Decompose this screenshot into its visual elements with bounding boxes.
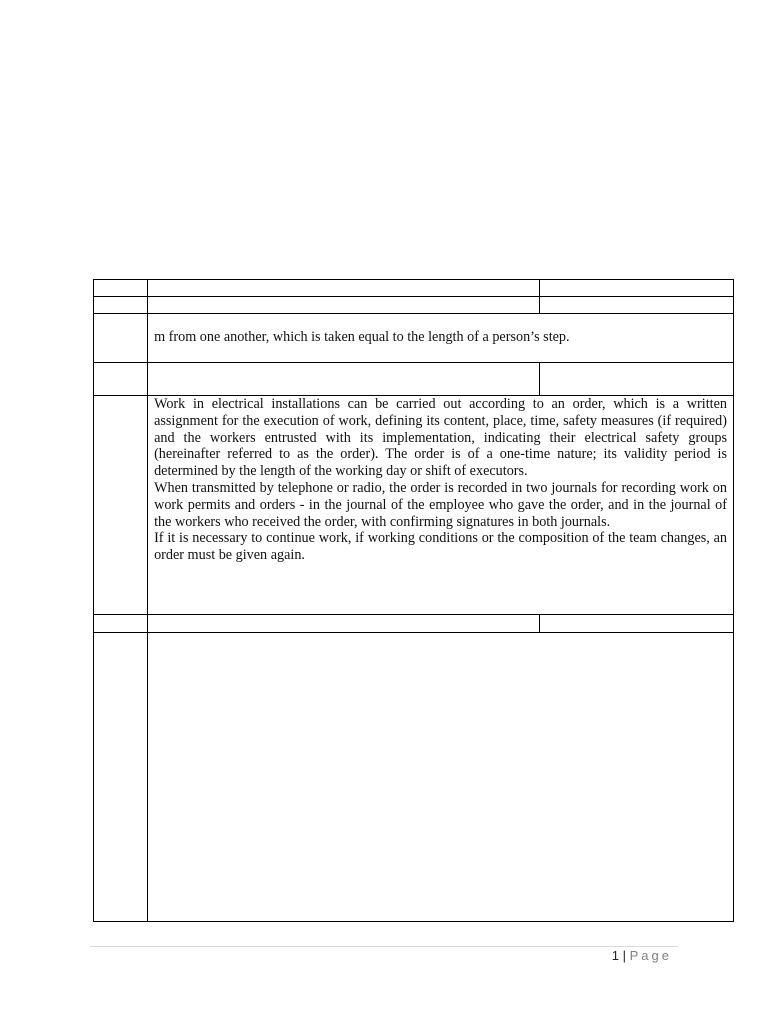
order-paragraph: Work in electrical installations can be carried out according to an order, which is a written assignment for the execution of work, defining its content, place, time, safety measures (if required) and the workers entrusted with its implementation, indicating their electrical safety groups (hereinafter referred to as the order). The order is of a one-time nature; its validity period is determined by the length of the working day or shift of executors. xyxy=(154,396,727,480)
table-row xyxy=(94,615,734,633)
table-cell xyxy=(94,314,148,363)
footer-separator: | xyxy=(622,948,626,963)
table-row xyxy=(94,314,734,363)
page-number: 1 xyxy=(611,948,619,963)
table-cell xyxy=(148,363,540,396)
table-row xyxy=(94,396,734,615)
page-footer xyxy=(0,948,672,963)
step-distance-text: m from one another, which is taken equal to the length of a person’s step. xyxy=(148,314,734,363)
table-cell xyxy=(539,297,733,314)
table-cell xyxy=(94,363,148,396)
table-cell xyxy=(539,280,733,297)
table-row xyxy=(94,363,734,396)
table-row xyxy=(94,297,734,314)
table-cell xyxy=(94,280,148,297)
table-row xyxy=(94,633,734,922)
order-paragraph: If it is necessary to continue work, if working conditions or the composition of the team changes, an order must be given again. xyxy=(154,530,727,564)
table-cell xyxy=(148,615,540,633)
order-description-cell xyxy=(148,396,734,615)
document-table xyxy=(93,279,734,922)
table-cell xyxy=(148,280,540,297)
table-cell xyxy=(539,615,733,633)
order-paragraph: When transmitted by telephone or radio, the order is recorded in two journals for recording work on work permits and orders - in the journal of the employee who gave the order, and in the journal of the workers who received the order, with confirming signatures in both journals. xyxy=(154,479,727,530)
table-row xyxy=(94,280,734,297)
table-cell xyxy=(148,297,540,314)
page-label: Page xyxy=(629,948,672,963)
table-cell xyxy=(94,633,148,922)
table-cell xyxy=(94,297,148,314)
table-cell xyxy=(94,396,148,615)
table-cell xyxy=(539,363,733,396)
footer-divider xyxy=(90,946,678,947)
table-cell xyxy=(148,633,734,922)
table-cell xyxy=(94,615,148,633)
